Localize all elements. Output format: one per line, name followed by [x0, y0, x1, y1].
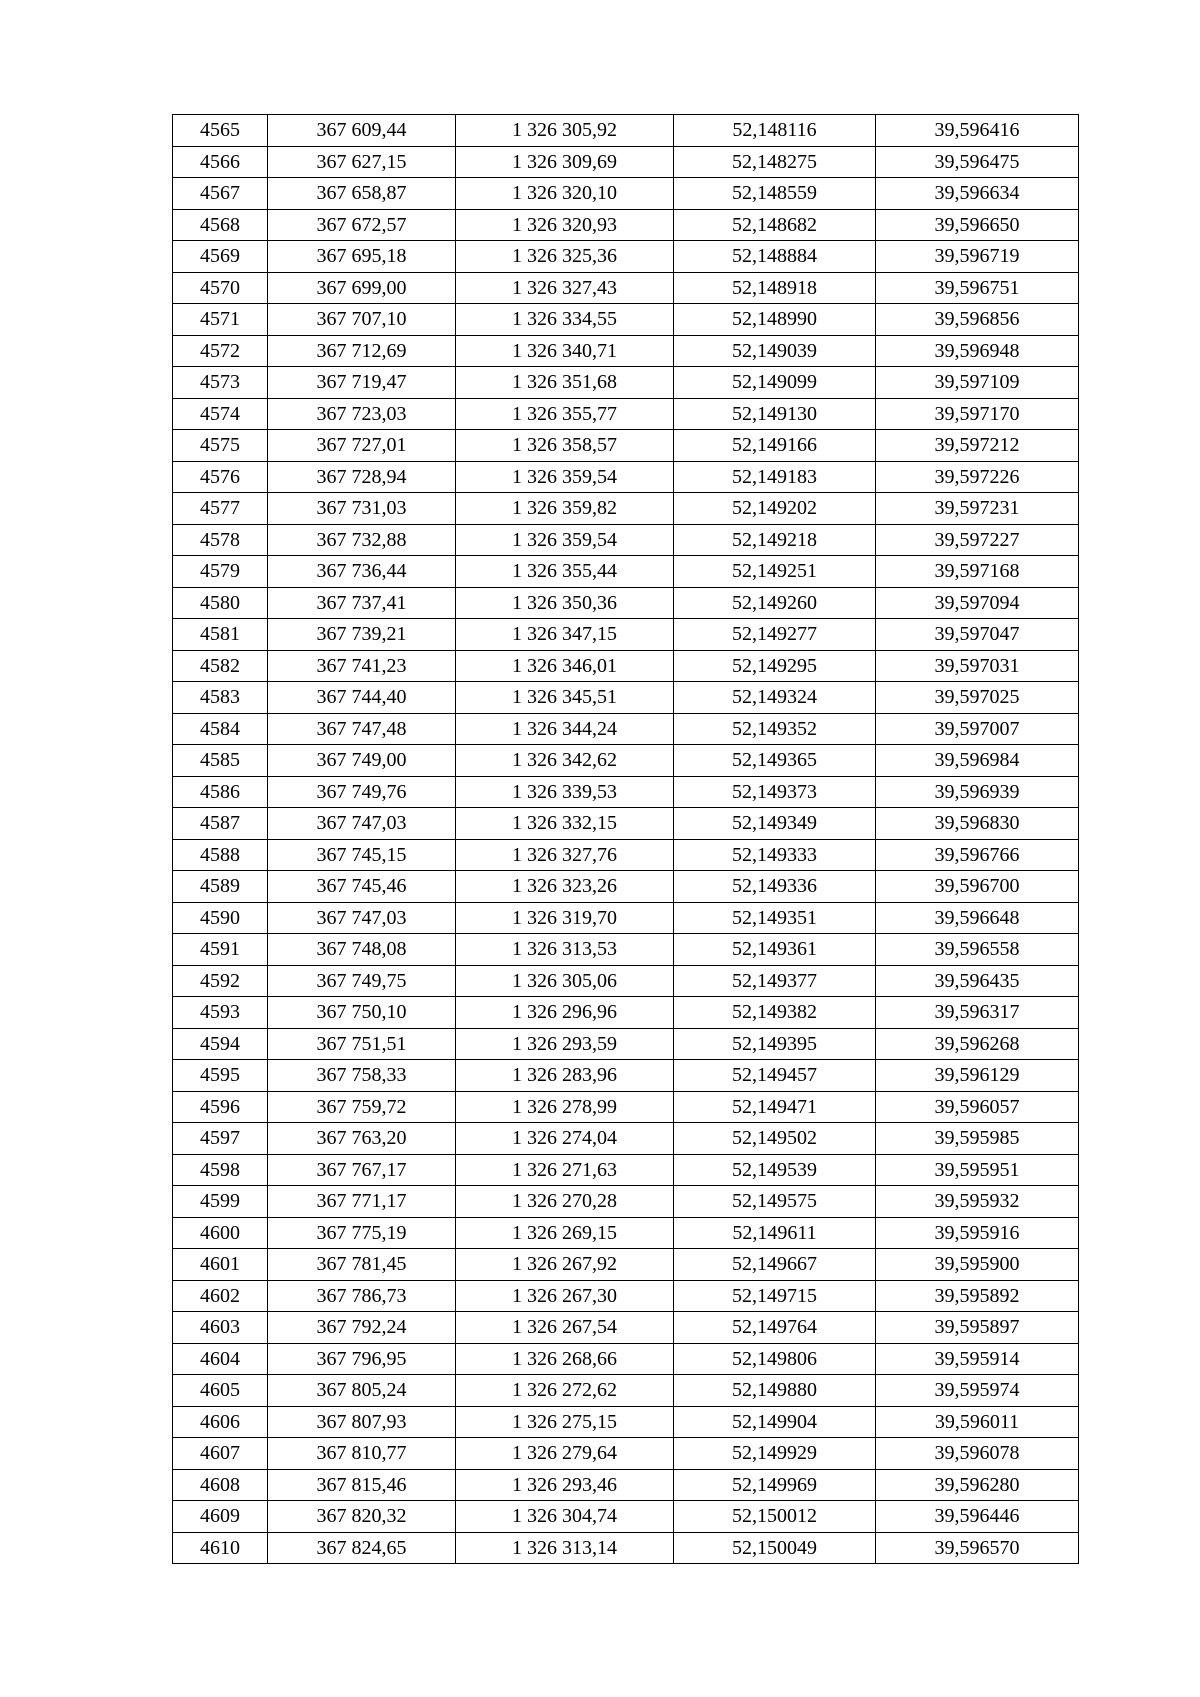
y-coordinate-cell: 1 326 359,54	[456, 461, 674, 493]
x-coordinate-cell: 367 775,19	[268, 1217, 456, 1249]
point-number-cell: 4590	[173, 902, 268, 934]
longitude-cell: 39,597031	[876, 650, 1079, 682]
table-row	[173, 871, 1079, 903]
y-coordinate-cell: 1 326 340,71	[456, 335, 674, 367]
x-coordinate-cell: 367 627,15	[268, 146, 456, 178]
table-row	[173, 1375, 1079, 1407]
y-coordinate-cell: 1 326 296,96	[456, 997, 674, 1029]
table-row	[173, 1091, 1079, 1123]
x-coordinate-cell: 367 750,10	[268, 997, 456, 1029]
y-coordinate-cell: 1 326 323,26	[456, 871, 674, 903]
point-number-cell: 4578	[173, 524, 268, 556]
latitude-cell: 52,149324	[674, 682, 876, 714]
table-row	[173, 1123, 1079, 1155]
y-coordinate-cell: 1 326 278,99	[456, 1091, 674, 1123]
latitude-cell: 52,149260	[674, 587, 876, 619]
table-row	[173, 745, 1079, 777]
longitude-cell: 39,597212	[876, 430, 1079, 462]
longitude-cell: 39,595892	[876, 1280, 1079, 1312]
table-row	[173, 713, 1079, 745]
x-coordinate-cell: 367 747,03	[268, 808, 456, 840]
latitude-cell: 52,149667	[674, 1249, 876, 1281]
latitude-cell: 52,149333	[674, 839, 876, 871]
latitude-cell: 52,148116	[674, 115, 876, 147]
longitude-cell: 39,595974	[876, 1375, 1079, 1407]
longitude-cell: 39,595951	[876, 1154, 1079, 1186]
longitude-cell: 39,596751	[876, 272, 1079, 304]
longitude-cell: 39,596317	[876, 997, 1079, 1029]
longitude-cell: 39,597007	[876, 713, 1079, 745]
y-coordinate-cell: 1 326 270,28	[456, 1186, 674, 1218]
latitude-cell: 52,149904	[674, 1406, 876, 1438]
x-coordinate-cell: 367 815,46	[268, 1469, 456, 1501]
y-coordinate-cell: 1 326 279,64	[456, 1438, 674, 1470]
point-number-cell: 4572	[173, 335, 268, 367]
y-coordinate-cell: 1 326 319,70	[456, 902, 674, 934]
point-number-cell: 4605	[173, 1375, 268, 1407]
point-number-cell: 4607	[173, 1438, 268, 1470]
longitude-cell: 39,596766	[876, 839, 1079, 871]
table-row	[173, 272, 1079, 304]
y-coordinate-cell: 1 326 305,92	[456, 115, 674, 147]
y-coordinate-cell: 1 326 269,15	[456, 1217, 674, 1249]
x-coordinate-cell: 367 736,44	[268, 556, 456, 588]
y-coordinate-cell: 1 326 332,15	[456, 808, 674, 840]
y-coordinate-cell: 1 326 272,62	[456, 1375, 674, 1407]
longitude-cell: 39,596057	[876, 1091, 1079, 1123]
point-number-cell: 4589	[173, 871, 268, 903]
point-number-cell: 4597	[173, 1123, 268, 1155]
latitude-cell: 52,149929	[674, 1438, 876, 1470]
point-number-cell: 4579	[173, 556, 268, 588]
x-coordinate-cell: 367 749,76	[268, 776, 456, 808]
latitude-cell: 52,149166	[674, 430, 876, 462]
table-row	[173, 524, 1079, 556]
table-row	[173, 335, 1079, 367]
latitude-cell: 52,149349	[674, 808, 876, 840]
table-row	[173, 997, 1079, 1029]
x-coordinate-cell: 367 824,65	[268, 1532, 456, 1564]
table-row	[173, 1060, 1079, 1092]
latitude-cell: 52,148559	[674, 178, 876, 210]
point-number-cell: 4593	[173, 997, 268, 1029]
y-coordinate-cell: 1 326 313,53	[456, 934, 674, 966]
latitude-cell: 52,149351	[674, 902, 876, 934]
y-coordinate-cell: 1 326 346,01	[456, 650, 674, 682]
point-number-cell: 4599	[173, 1186, 268, 1218]
table-row	[173, 587, 1079, 619]
y-coordinate-cell: 1 326 339,53	[456, 776, 674, 808]
point-number-cell: 4585	[173, 745, 268, 777]
longitude-cell: 39,595897	[876, 1312, 1079, 1344]
point-number-cell: 4594	[173, 1028, 268, 1060]
point-number-cell: 4573	[173, 367, 268, 399]
point-number-cell: 4600	[173, 1217, 268, 1249]
x-coordinate-cell: 367 771,17	[268, 1186, 456, 1218]
x-coordinate-cell: 367 658,87	[268, 178, 456, 210]
x-coordinate-cell: 367 745,15	[268, 839, 456, 871]
point-number-cell: 4582	[173, 650, 268, 682]
latitude-cell: 52,148682	[674, 209, 876, 241]
y-coordinate-cell: 1 326 309,69	[456, 146, 674, 178]
longitude-cell: 39,596570	[876, 1532, 1079, 1564]
x-coordinate-cell: 367 747,03	[268, 902, 456, 934]
latitude-cell: 52,149969	[674, 1469, 876, 1501]
longitude-cell: 39,596856	[876, 304, 1079, 336]
longitude-cell: 39,596648	[876, 902, 1079, 934]
x-coordinate-cell: 367 609,44	[268, 115, 456, 147]
point-number-cell: 4587	[173, 808, 268, 840]
x-coordinate-cell: 367 807,93	[268, 1406, 456, 1438]
latitude-cell: 52,149130	[674, 398, 876, 430]
y-coordinate-cell: 1 326 358,57	[456, 430, 674, 462]
latitude-cell: 52,149575	[674, 1186, 876, 1218]
longitude-cell: 39,597170	[876, 398, 1079, 430]
y-coordinate-cell: 1 326 304,74	[456, 1501, 674, 1533]
latitude-cell: 52,149099	[674, 367, 876, 399]
latitude-cell: 52,148918	[674, 272, 876, 304]
latitude-cell: 52,149361	[674, 934, 876, 966]
table-row	[173, 650, 1079, 682]
latitude-cell: 52,149715	[674, 1280, 876, 1312]
table-row	[173, 1312, 1079, 1344]
y-coordinate-cell: 1 326 320,93	[456, 209, 674, 241]
longitude-cell: 39,597109	[876, 367, 1079, 399]
point-number-cell: 4592	[173, 965, 268, 997]
point-number-cell: 4580	[173, 587, 268, 619]
y-coordinate-cell: 1 326 293,46	[456, 1469, 674, 1501]
x-coordinate-cell: 367 820,32	[268, 1501, 456, 1533]
table-row	[173, 1217, 1079, 1249]
y-coordinate-cell: 1 326 359,82	[456, 493, 674, 525]
table-row	[173, 682, 1079, 714]
x-coordinate-cell: 367 751,51	[268, 1028, 456, 1060]
coordinates-table	[172, 114, 1079, 1564]
y-coordinate-cell: 1 326 274,04	[456, 1123, 674, 1155]
table-row	[173, 1280, 1079, 1312]
x-coordinate-cell: 367 723,03	[268, 398, 456, 430]
y-coordinate-cell: 1 326 267,30	[456, 1280, 674, 1312]
x-coordinate-cell: 367 810,77	[268, 1438, 456, 1470]
longitude-cell: 39,596700	[876, 871, 1079, 903]
table-row	[173, 1469, 1079, 1501]
y-coordinate-cell: 1 326 275,15	[456, 1406, 674, 1438]
table-row	[173, 1532, 1079, 1564]
table-row	[173, 1343, 1079, 1375]
point-number-cell: 4586	[173, 776, 268, 808]
x-coordinate-cell: 367 731,03	[268, 493, 456, 525]
longitude-cell: 39,595900	[876, 1249, 1079, 1281]
longitude-cell: 39,597047	[876, 619, 1079, 651]
point-number-cell: 4601	[173, 1249, 268, 1281]
longitude-cell: 39,597226	[876, 461, 1079, 493]
table-row	[173, 398, 1079, 430]
x-coordinate-cell: 367 749,75	[268, 965, 456, 997]
table-row	[173, 461, 1079, 493]
longitude-cell: 39,595914	[876, 1343, 1079, 1375]
x-coordinate-cell: 367 728,94	[268, 461, 456, 493]
y-coordinate-cell: 1 326 293,59	[456, 1028, 674, 1060]
longitude-cell: 39,596948	[876, 335, 1079, 367]
table-row	[173, 556, 1079, 588]
latitude-cell: 52,149502	[674, 1123, 876, 1155]
longitude-cell: 39,597094	[876, 587, 1079, 619]
table-row	[173, 241, 1079, 273]
latitude-cell: 52,149880	[674, 1375, 876, 1407]
longitude-cell: 39,596446	[876, 1501, 1079, 1533]
point-number-cell: 4566	[173, 146, 268, 178]
x-coordinate-cell: 367 719,47	[268, 367, 456, 399]
longitude-cell: 39,596634	[876, 178, 1079, 210]
longitude-cell: 39,596475	[876, 146, 1079, 178]
y-coordinate-cell: 1 326 342,62	[456, 745, 674, 777]
x-coordinate-cell: 367 732,88	[268, 524, 456, 556]
table-row	[173, 430, 1079, 462]
y-coordinate-cell: 1 326 325,36	[456, 241, 674, 273]
table-row	[173, 146, 1079, 178]
table-row	[173, 209, 1079, 241]
latitude-cell: 52,149039	[674, 335, 876, 367]
longitude-cell: 39,596280	[876, 1469, 1079, 1501]
latitude-cell: 52,149382	[674, 997, 876, 1029]
x-coordinate-cell: 367 741,23	[268, 650, 456, 682]
point-number-cell: 4602	[173, 1280, 268, 1312]
latitude-cell: 52,150049	[674, 1532, 876, 1564]
point-number-cell: 4591	[173, 934, 268, 966]
longitude-cell: 39,597231	[876, 493, 1079, 525]
longitude-cell: 39,597227	[876, 524, 1079, 556]
y-coordinate-cell: 1 326 271,63	[456, 1154, 674, 1186]
y-coordinate-cell: 1 326 320,10	[456, 178, 674, 210]
table-row	[173, 304, 1079, 336]
longitude-cell: 39,596830	[876, 808, 1079, 840]
point-number-cell: 4570	[173, 272, 268, 304]
y-coordinate-cell: 1 326 268,66	[456, 1343, 674, 1375]
x-coordinate-cell: 367 796,95	[268, 1343, 456, 1375]
longitude-cell: 39,596558	[876, 934, 1079, 966]
latitude-cell: 52,148275	[674, 146, 876, 178]
table-row	[173, 1154, 1079, 1186]
x-coordinate-cell: 367 712,69	[268, 335, 456, 367]
point-number-cell: 4569	[173, 241, 268, 273]
latitude-cell: 52,149277	[674, 619, 876, 651]
coordinates-table-body	[173, 115, 1079, 1564]
point-number-cell: 4588	[173, 839, 268, 871]
point-number-cell: 4604	[173, 1343, 268, 1375]
table-row	[173, 1249, 1079, 1281]
point-number-cell: 4598	[173, 1154, 268, 1186]
point-number-cell: 4571	[173, 304, 268, 336]
point-number-cell: 4576	[173, 461, 268, 493]
y-coordinate-cell: 1 326 347,15	[456, 619, 674, 651]
latitude-cell: 52,149295	[674, 650, 876, 682]
x-coordinate-cell: 367 759,72	[268, 1091, 456, 1123]
x-coordinate-cell: 367 805,24	[268, 1375, 456, 1407]
point-number-cell: 4581	[173, 619, 268, 651]
latitude-cell: 52,149365	[674, 745, 876, 777]
longitude-cell: 39,596078	[876, 1438, 1079, 1470]
x-coordinate-cell: 367 744,40	[268, 682, 456, 714]
y-coordinate-cell: 1 326 327,76	[456, 839, 674, 871]
x-coordinate-cell: 367 707,10	[268, 304, 456, 336]
latitude-cell: 52,149395	[674, 1028, 876, 1060]
point-number-cell: 4565	[173, 115, 268, 147]
longitude-cell: 39,596939	[876, 776, 1079, 808]
x-coordinate-cell: 367 763,20	[268, 1123, 456, 1155]
x-coordinate-cell: 367 747,48	[268, 713, 456, 745]
latitude-cell: 52,149218	[674, 524, 876, 556]
x-coordinate-cell: 367 727,01	[268, 430, 456, 462]
latitude-cell: 52,149251	[674, 556, 876, 588]
y-coordinate-cell: 1 326 313,14	[456, 1532, 674, 1564]
x-coordinate-cell: 367 739,21	[268, 619, 456, 651]
longitude-cell: 39,597168	[876, 556, 1079, 588]
y-coordinate-cell: 1 326 355,44	[456, 556, 674, 588]
table-row	[173, 965, 1079, 997]
point-number-cell: 4595	[173, 1060, 268, 1092]
table-row	[173, 808, 1079, 840]
longitude-cell: 39,596984	[876, 745, 1079, 777]
point-number-cell: 4606	[173, 1406, 268, 1438]
point-number-cell: 4596	[173, 1091, 268, 1123]
table-row	[173, 493, 1079, 525]
table-row	[173, 1028, 1079, 1060]
longitude-cell: 39,596650	[876, 209, 1079, 241]
point-number-cell: 4584	[173, 713, 268, 745]
point-number-cell: 4568	[173, 209, 268, 241]
x-coordinate-cell: 367 767,17	[268, 1154, 456, 1186]
longitude-cell: 39,595932	[876, 1186, 1079, 1218]
point-number-cell: 4610	[173, 1532, 268, 1564]
y-coordinate-cell: 1 326 327,43	[456, 272, 674, 304]
point-number-cell: 4603	[173, 1312, 268, 1344]
longitude-cell: 39,597025	[876, 682, 1079, 714]
longitude-cell: 39,596435	[876, 965, 1079, 997]
latitude-cell: 52,149202	[674, 493, 876, 525]
x-coordinate-cell: 367 695,18	[268, 241, 456, 273]
table-row	[173, 115, 1079, 147]
latitude-cell: 52,149373	[674, 776, 876, 808]
latitude-cell: 52,149457	[674, 1060, 876, 1092]
table-row	[173, 902, 1079, 934]
point-number-cell: 4577	[173, 493, 268, 525]
latitude-cell: 52,149611	[674, 1217, 876, 1249]
longitude-cell: 39,596011	[876, 1406, 1079, 1438]
y-coordinate-cell: 1 326 351,68	[456, 367, 674, 399]
y-coordinate-cell: 1 326 267,54	[456, 1312, 674, 1344]
x-coordinate-cell: 367 748,08	[268, 934, 456, 966]
y-coordinate-cell: 1 326 355,77	[456, 398, 674, 430]
latitude-cell: 52,149471	[674, 1091, 876, 1123]
x-coordinate-cell: 367 672,57	[268, 209, 456, 241]
point-number-cell: 4608	[173, 1469, 268, 1501]
table-row	[173, 178, 1079, 210]
point-number-cell: 4583	[173, 682, 268, 714]
table-row	[173, 839, 1079, 871]
latitude-cell: 52,149377	[674, 965, 876, 997]
x-coordinate-cell: 367 781,45	[268, 1249, 456, 1281]
point-number-cell: 4574	[173, 398, 268, 430]
table-row	[173, 619, 1079, 651]
x-coordinate-cell: 367 749,00	[268, 745, 456, 777]
table-row	[173, 1501, 1079, 1533]
longitude-cell: 39,595985	[876, 1123, 1079, 1155]
longitude-cell: 39,596129	[876, 1060, 1079, 1092]
longitude-cell: 39,596719	[876, 241, 1079, 273]
latitude-cell: 52,149764	[674, 1312, 876, 1344]
x-coordinate-cell: 367 786,73	[268, 1280, 456, 1312]
x-coordinate-cell: 367 758,33	[268, 1060, 456, 1092]
point-number-cell: 4575	[173, 430, 268, 462]
point-number-cell: 4609	[173, 1501, 268, 1533]
latitude-cell: 52,149183	[674, 461, 876, 493]
y-coordinate-cell: 1 326 345,51	[456, 682, 674, 714]
x-coordinate-cell: 367 745,46	[268, 871, 456, 903]
y-coordinate-cell: 1 326 305,06	[456, 965, 674, 997]
table-row	[173, 367, 1079, 399]
latitude-cell: 52,149806	[674, 1343, 876, 1375]
latitude-cell: 52,149539	[674, 1154, 876, 1186]
table-row	[173, 934, 1079, 966]
x-coordinate-cell: 367 737,41	[268, 587, 456, 619]
table-row	[173, 1438, 1079, 1470]
longitude-cell: 39,596268	[876, 1028, 1079, 1060]
y-coordinate-cell: 1 326 334,55	[456, 304, 674, 336]
point-number-cell: 4567	[173, 178, 268, 210]
y-coordinate-cell: 1 326 283,96	[456, 1060, 674, 1092]
y-coordinate-cell: 1 326 344,24	[456, 713, 674, 745]
longitude-cell: 39,595916	[876, 1217, 1079, 1249]
table-row	[173, 1186, 1079, 1218]
y-coordinate-cell: 1 326 359,54	[456, 524, 674, 556]
x-coordinate-cell: 367 699,00	[268, 272, 456, 304]
y-coordinate-cell: 1 326 267,92	[456, 1249, 674, 1281]
latitude-cell: 52,149352	[674, 713, 876, 745]
x-coordinate-cell: 367 792,24	[268, 1312, 456, 1344]
y-coordinate-cell: 1 326 350,36	[456, 587, 674, 619]
latitude-cell: 52,149336	[674, 871, 876, 903]
table-row	[173, 1406, 1079, 1438]
latitude-cell: 52,150012	[674, 1501, 876, 1533]
table-row	[173, 776, 1079, 808]
latitude-cell: 52,148990	[674, 304, 876, 336]
longitude-cell: 39,596416	[876, 115, 1079, 147]
latitude-cell: 52,148884	[674, 241, 876, 273]
